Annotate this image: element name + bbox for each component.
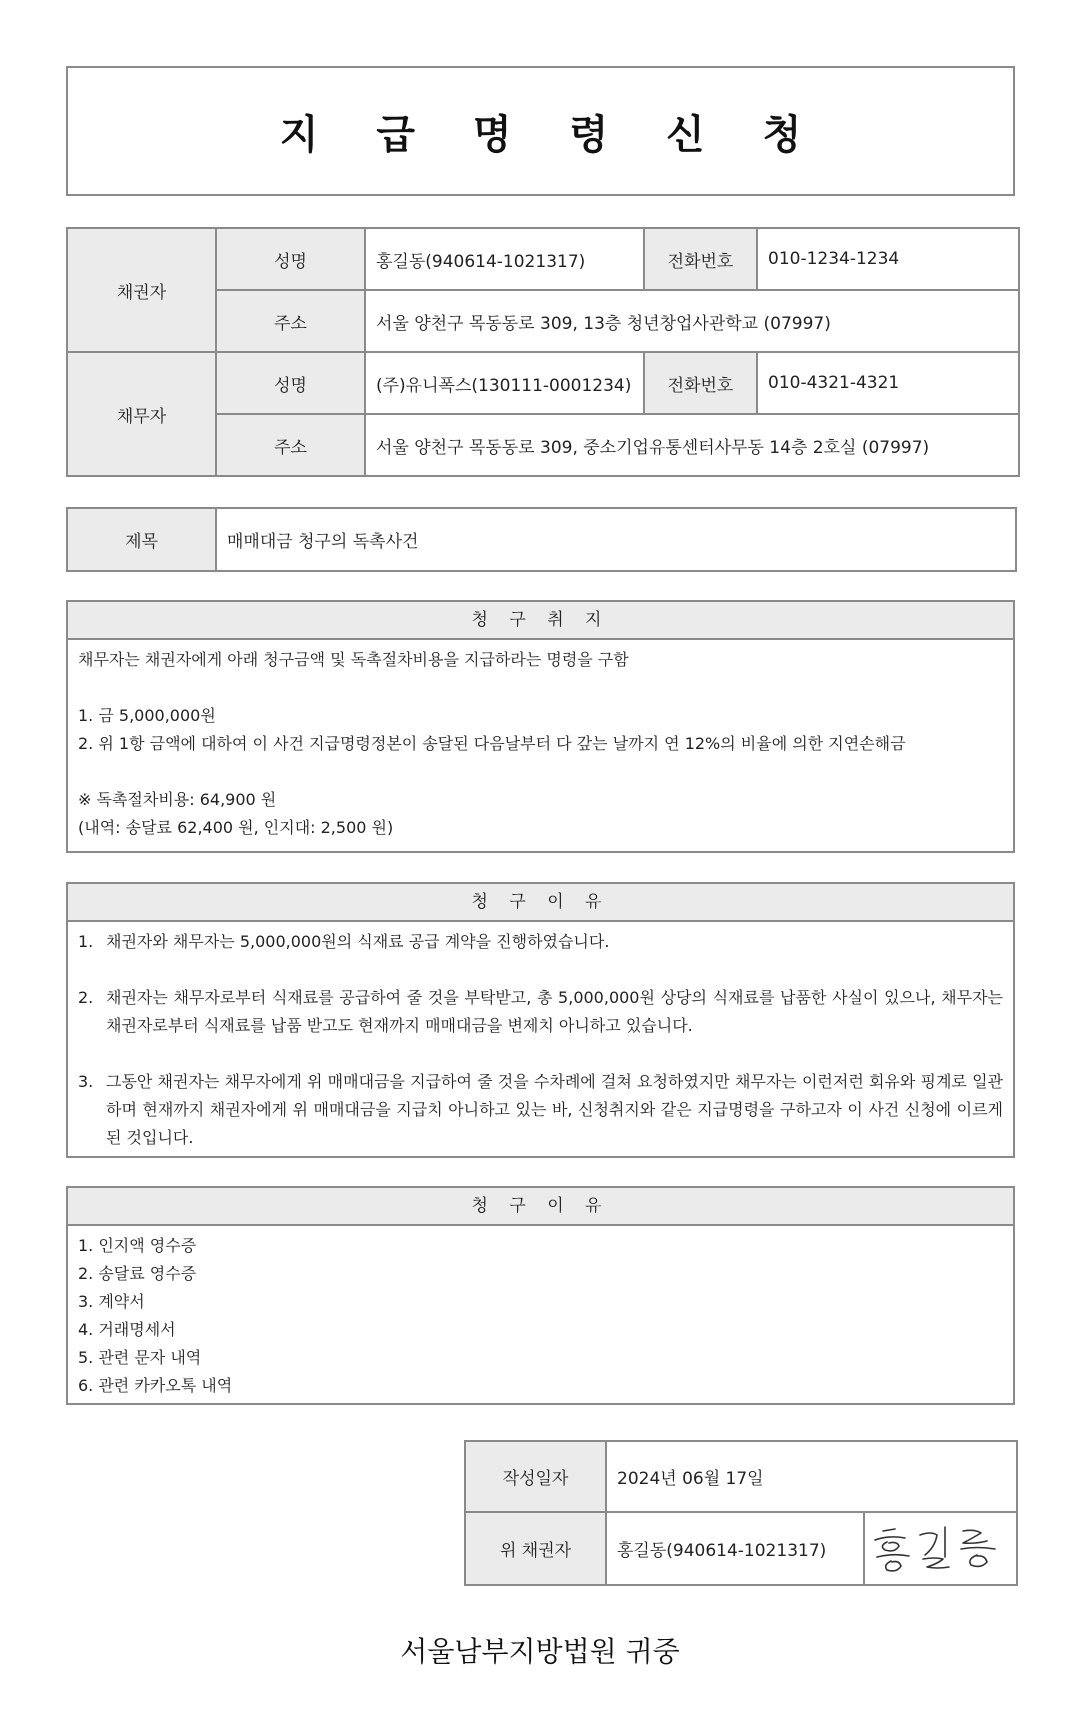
subject-table [66, 507, 1017, 572]
date-label: 작성일자 [465, 1441, 606, 1512]
title-box [66, 66, 1015, 196]
claim-reason-num-1: 1. [78, 932, 94, 951]
creditor-phone: 010-1234-1234 [757, 228, 1019, 290]
procedure-cost-detail: (내역: 송달료 62,400 원, 인지대: 2,500 원) [78, 818, 394, 837]
evidence-item-5: 5. 관련 문자 내역 [78, 1348, 202, 1367]
debtor-name-row [67, 352, 1019, 414]
claim-purpose-heading: 청 구 취 지 [68, 602, 1013, 640]
evidence-item-1: 1. 인지액 영수증 [78, 1236, 197, 1255]
claim-reason-section [66, 882, 1015, 1158]
creditor-name-row [67, 228, 1019, 290]
evidence-heading: 청 구 이 유 [68, 1188, 1013, 1226]
claim-purpose-section [66, 600, 1015, 853]
claim-reason-text-1: 채권자와 채무자는 5,000,000원의 식재료 공급 계약을 진행하였습니다. [106, 932, 610, 951]
evidence-item-2: 2. 송달료 영수증 [78, 1264, 197, 1283]
evidence-item-6: 6. 관련 카카오톡 내역 [78, 1376, 233, 1395]
sign-table [464, 1440, 1018, 1586]
claim-purpose-intro: 채무자는 채권자에게 아래 청구금액 및 독촉절차비용을 지급하라는 명령을 구함 [78, 650, 629, 669]
debtor-address: 서울 양천구 목동동로 309, 중소기업유통센터사무동 14층 2호실 (07997) [365, 414, 1019, 476]
debtor-phone-label: 전화번호 [644, 352, 757, 414]
subject-value: 매매대금 청구의 독촉사건 [216, 508, 1016, 571]
party-table [66, 227, 1020, 477]
creditor-address-label: 주소 [216, 290, 365, 352]
document-title: 지 급 명 령 신 청 [279, 111, 824, 158]
creditor-phone-label: 전화번호 [644, 228, 757, 290]
procedure-cost: ※ 독촉절차비용: 64,900 원 [78, 790, 277, 809]
claim-reason-item-2 [78, 984, 1003, 1040]
creditor-label: 채권자 [67, 228, 216, 352]
claim-reason-num-2: 2. [78, 988, 94, 1007]
claim-reason-num-3: 3. [78, 1072, 94, 1091]
claim-reason-text-3: 그동안 채권자는 채무자에게 위 매매대금을 지급하여 줄 것을 수차례에 걸쳐 요청하였지만 채무자는 이런저런 회유와 핑계로 일관하며 현재까지 채권자에게 위 매매대금을 지급치 아니하고 있는 바, 신청취지와 같은 지급명령을 구하고자 이 사건 신청에 이르게 된 것입니다. [106, 1072, 1003, 1147]
debtor-label: 채무자 [67, 352, 216, 476]
debtor-name-label: 성명 [216, 352, 365, 414]
creditor-name: 홍길동(940614-1021317) [365, 228, 644, 290]
subject-label: 제목 [67, 508, 216, 571]
court-name: 서울남부지방법원 귀중 [400, 1635, 680, 1668]
evidence-section [66, 1186, 1015, 1405]
evidence-item-4: 4. 거래명세서 [78, 1320, 176, 1339]
evidence-item-3: 3. 계약서 [78, 1292, 145, 1311]
claim-reason-item-3 [78, 1068, 1003, 1152]
debtor-phone: 010-4321-4321 [757, 352, 1019, 414]
date-value: 2024년 06월 17일 [606, 1441, 1017, 1512]
claim-reason-heading: 청 구 이 유 [68, 884, 1013, 922]
creditor-name-label: 성명 [216, 228, 365, 290]
claim-reason-text-2: 채권자는 채무자로부터 식재료를 공급하여 줄 것을 부탁받고, 총 5,000,000원 상당의 식재료를 납품한 사실이 있으나, 채무자는 채권자로부터 식재료를 납품 받고도 현재까지 매매대금을 변제치 아니하고 있습니다. [106, 988, 1003, 1035]
creditor-sign-label: 위 채권자 [465, 1512, 606, 1585]
creditor-address: 서울 양천구 목동동로 309, 13층 청년창업사관학교 (07997) [365, 290, 1019, 352]
claim-purpose-item-2: 2. 위 1항 금액에 대하여 이 사건 지급명령정본이 송달된 다음날부터 다 갚는 날까지 연 12%의 비율에 의한 지연손해금 [78, 734, 906, 753]
debtor-name: (주)유니폭스(130111-0001234) [365, 352, 644, 414]
creditor-sign-name: 홍길동(940614-1021317) [606, 1512, 864, 1585]
signature-icon [865, 1513, 1015, 1579]
signature [864, 1512, 1017, 1585]
claim-purpose-item-1: 1. 금 5,000,000원 [78, 706, 216, 725]
claim-reason-item-1 [78, 928, 1003, 956]
debtor-address-label: 주소 [216, 414, 365, 476]
